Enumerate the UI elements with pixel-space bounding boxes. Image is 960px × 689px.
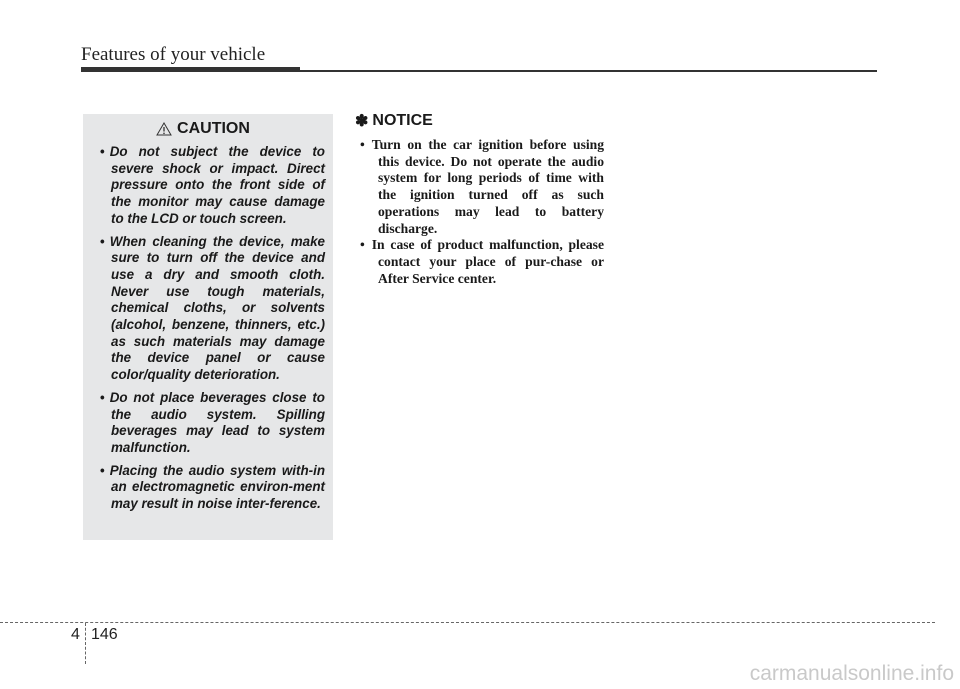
notice-list: [355, 137, 604, 287]
caution-item: • Do not place beverages close to the audio system. Spilling beverages may lead to system malfunction.: [95, 390, 325, 457]
notice-title: NOTICE: [372, 112, 433, 129]
notice-item: • Turn on the car ignition before using this device. Do not operate the audio system for long periods of time with the ignition turned off as such operations may lead to battery discharge.: [355, 137, 604, 237]
chapter-number: 4: [71, 626, 80, 643]
notice-item: • In case of product malfunction, please contact your place of pur-chase or After Service center.: [355, 237, 604, 287]
header-rule-thin: [300, 70, 877, 72]
page-header-title: Features of your vehicle: [81, 44, 266, 65]
warning-triangle-icon: [156, 122, 172, 136]
caution-item: • When cleaning the device, make sure to turn off the device and use a dry and smooth cloth. Never use tough materials, chemical cloths, or solvents (alcohol, benzene, thinners, etc.) as such materials may damage the device panel or cause color/quality deterioration.: [95, 234, 325, 384]
page-number: 146: [91, 626, 118, 643]
notice-section: [355, 111, 604, 287]
caution-list: [95, 144, 325, 513]
notice-heading: [355, 111, 604, 131]
footer-divider: [85, 623, 86, 664]
footer-rule: [0, 622, 935, 623]
header-rule-thick: [81, 67, 300, 72]
caution-item: • Do not subject the device to severe shock or impact. Direct pressure onto the front side of the monitor may cause damage to the LCD or touch screen.: [95, 144, 325, 228]
caution-item: • Placing the audio system with-in an electromagnetic environ-ment may result in noise inter-ference.: [95, 463, 325, 513]
caution-box: [83, 114, 333, 540]
caution-heading: [95, 120, 311, 138]
caution-title: CAUTION: [177, 120, 250, 137]
watermark: carmanualsonline.info: [749, 662, 954, 685]
notice-mark-icon: ✽: [355, 113, 369, 130]
